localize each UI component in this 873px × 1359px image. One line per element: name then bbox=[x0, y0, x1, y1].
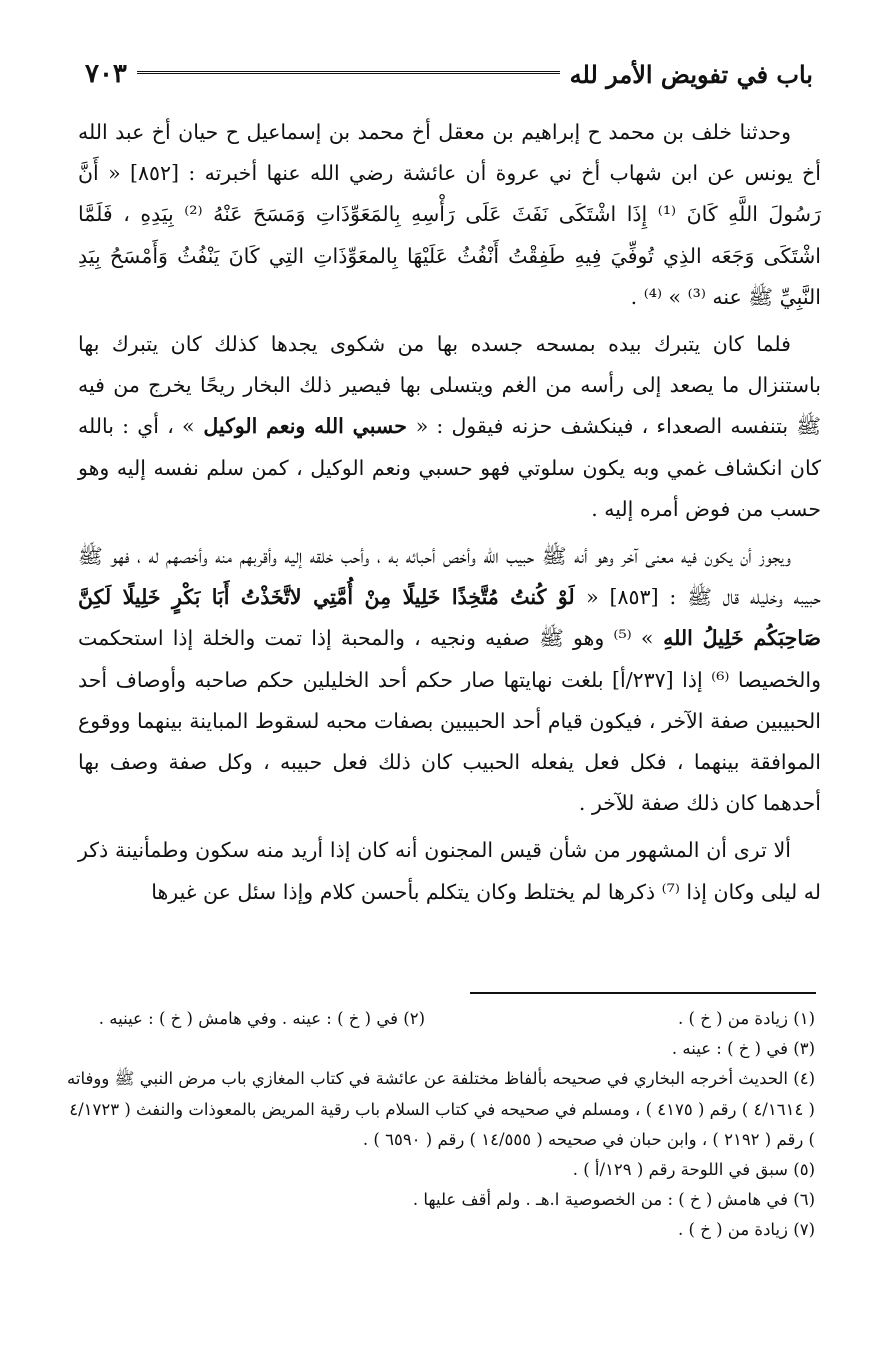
paragraph-2 bbox=[78, 324, 821, 530]
chapter-title: باب في تفويض الأمر لله bbox=[569, 59, 813, 89]
header-rule bbox=[137, 71, 560, 77]
paragraph-3 bbox=[78, 536, 821, 824]
footnote-3: (٣) في ( خ ) : عينه . bbox=[671, 1039, 815, 1059]
footnote-1: (١) زيادة من ( خ ) . bbox=[678, 1009, 815, 1028]
paragraph-3-text-a: ويجوز أن يكون فيه معنى آخر وهو أنه ﷺ حبيب الله وأخص أحبائه به ، وأحب خلقه إليه وأقربهم منه وأخصهم له ، فهو ﷺ حبيبه وخليله قال ﷺ : [٨٥٣] « bbox=[78, 544, 821, 610]
paragraph-4: ألا ترى أن المشهور من شأن قيس المجنون أنه كان إذا أريد منه سكون وطمأنينة ذكر له ليلى وكان إذا ⁽⁷⁾ ذكرها لم يختلط وكان يتكلم بأحسن كلام وإذا سئل عن غيرها bbox=[78, 838, 821, 904]
paragraph-3-hadith: لَوْ كُنتُ مُتَّخِذًا خَلِيلًا مِنْ أُمَّتِي لاتَّخَذْتُ أَبَا بَكْرٍ خَلِيلًا لَكِنَّ صَاحِبَكُم خَلِيلُ اللهِ bbox=[78, 585, 822, 651]
paragraph-1: وحدثنا خلف بن محمد ح إبراهيم بن معقل أخ محمد بن إسماعيل ح حيان أخ عبد الله أخ يونس عن ابن شهاب أخ ني عروة أن عائشة رضي الله عنها أخبرته : [٨٥٢] « أَنَّ رَسُولَ اللَّهِ كَانَ ⁽¹⁾ إِذَا اشْتَكَى نَفَثَ عَلَى رَأْسِهِ بِالمَعَوِّذَاتِ وَمَسَحَ عَنْهُ ⁽²⁾ بِيَدِهِ ، فَلَمَّا اشْتَكَى وَجَعَه الذِي تُوفِّيَ فِيهِ طَفِقْتُ أَنْفُثُ عَلَيْهَا بِالمعَوِّذَاتِ التِي كَانَ يَنْفُثُ وَأَمْسَحُ بِيَدِ النَّبِيِّ ﷺ عنه ⁽³⁾ » ⁽⁴⁾ . bbox=[78, 120, 821, 309]
paragraph-2-text-a: فلما كان يتبرك بيده بمسحه جسده بها من شكوى يجدها كذلك كان يتبرك بها باستنزال ما يصعد إلى رأسه من الغم ويتسلى بها فيصير ذلك البخار ريحًا يخرج من فيه ﷺ بتنفسه الصعداء ، فينكشف حزنه فيقول : « bbox=[78, 332, 821, 439]
footnotes bbox=[60, 1004, 815, 1246]
footnote-7: (٧) زيادة من ( خ ) . bbox=[678, 1220, 815, 1240]
running-header bbox=[85, 52, 813, 96]
paragraph-2-quote: حسبي الله ونعم الوكيل bbox=[194, 414, 416, 439]
page-number: ٧٠٣ bbox=[85, 59, 127, 89]
footnote-separator bbox=[470, 992, 816, 994]
footnote-4: (٤) الحديث أخرجه البخاري في صحيحه بألفاظ مختلفة عن عائشة في كتاب المغازي باب مرض النبي ﷺ ووفاته ( ٤/١٦١٤ ) رقم ( ٤١٧٥ ) ، ومسلم في صحيحه في كتاب السلام باب رقية المريض بالمعوذات والنفث ( ٤/١٧٢٣ ) رقم ( ٢١٩٢ ) ، وابن حبان في صحيحه ( ١٤/٥٥٥ ) رقم ( ٦٥٩٠ ) . bbox=[67, 1069, 815, 1149]
paragraph-2-text-b: » ، أي : بالله كان انكشاف غمي وبه يكون سلوتي فهو حسبي ونعم الوكيل ، كمن سلم نفسه إليه وهو حسب من فوض أمره إليه . bbox=[78, 414, 821, 521]
paragraph-3-text-b: » ⁽⁵⁾ وهو ﷺ صفيه ونجيه ، والمحبة إذا تمت والخلة إذا استحكمت والخصيصا ⁽⁶⁾ إذا [٢٣٧/أ] بلغت نهايتها صار حكم أحد الخليلين حكم صاحبه وأوصاف أحد الحبيبين صفة الآخر ، فيكون قيام أحد الحبيبين بصفات محبه لسقوط المباينة بينهما ووقوع الموافقة بينهما ، فكل فعل يفعله الحبيب كان ذلك فعل حبيبه ، وكل صفة وصف بها أحدهما كان ذلك صفة للآخر . bbox=[78, 626, 821, 816]
footnote-row-1-2 bbox=[60, 1004, 815, 1034]
main-text bbox=[78, 112, 821, 913]
footnote-5: (٥) سبق في اللوحة رقم ( ١٢٩/أ ) . bbox=[572, 1160, 815, 1180]
footnote-6: (٦) في هامش ( خ ) : من الخصوصية ا.هـ . ولم أقف عليها . bbox=[412, 1190, 815, 1210]
footnote-2: (٢) في ( خ ) : عينه . وفي هامش ( خ ) : عينيه . bbox=[98, 1009, 425, 1028]
